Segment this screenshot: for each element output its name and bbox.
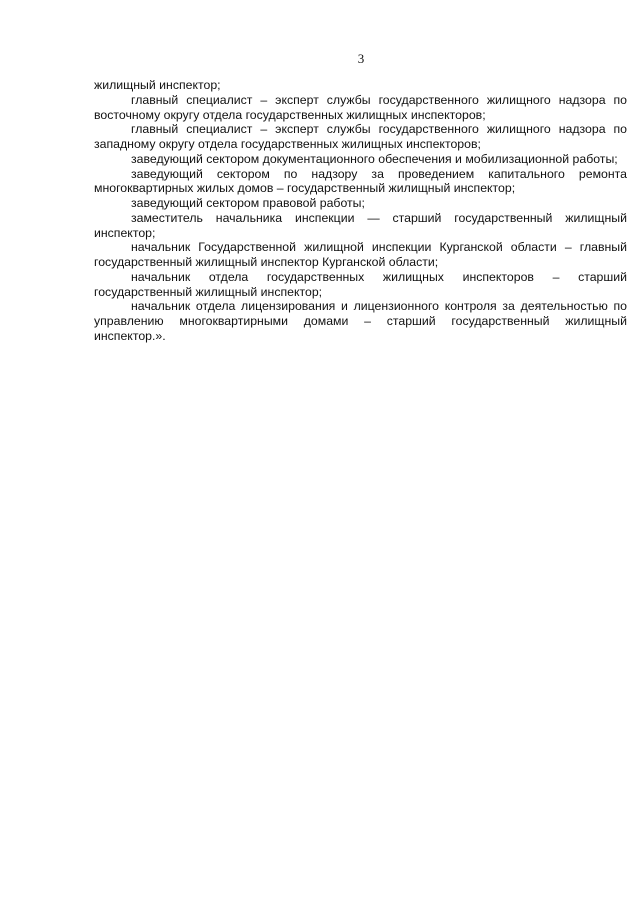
page-number: 3 xyxy=(357,51,365,66)
document-body xyxy=(94,78,627,344)
paragraph-inspectors-department-head: начальник отдела государственных жилищных инспекторов – старший государственный жилищный инспектор; xyxy=(94,269,627,299)
paragraph-east-district-specialist: главный специалист – эксперт службы государственного жилищного надзора по восточному округу отдела государственных жилищных инспекторов; xyxy=(94,92,627,122)
paragraph-continuation: жилищный инспектор; xyxy=(94,78,221,92)
paragraph-documentation-sector-head: заведующий сектором документационного обеспечения и мобилизационной работы; xyxy=(131,151,618,166)
paragraph-deputy-head: заместитель начальника инспекции — старший государственный жилищный инспектор; xyxy=(94,210,627,240)
paragraph-inspection-head: начальник Государственной жилищной инспекции Курганской области – главный государственный жилищный инспектор Курганской области; xyxy=(94,240,627,269)
paragraph-west-district-specialist: главный специалист – эксперт службы государственного жилищного надзора по западному округу отдела государственных жилищных инспекторов; xyxy=(94,122,627,151)
paragraph-licensing-department-head: начальник отдела лицензирования и лицензионного контроля за деятельностью по управлению многоквартирными домами – старший государственный жилищный инспектор.». xyxy=(94,299,627,343)
paragraph-capital-repair-sector-head: заведующий сектором по надзору за проведением капитального ремонта многоквартирных жилых домов – государственный жилищный инспектор; xyxy=(94,166,627,196)
paragraph-legal-sector-head: заведующий сектором правовой работы; xyxy=(131,196,365,210)
